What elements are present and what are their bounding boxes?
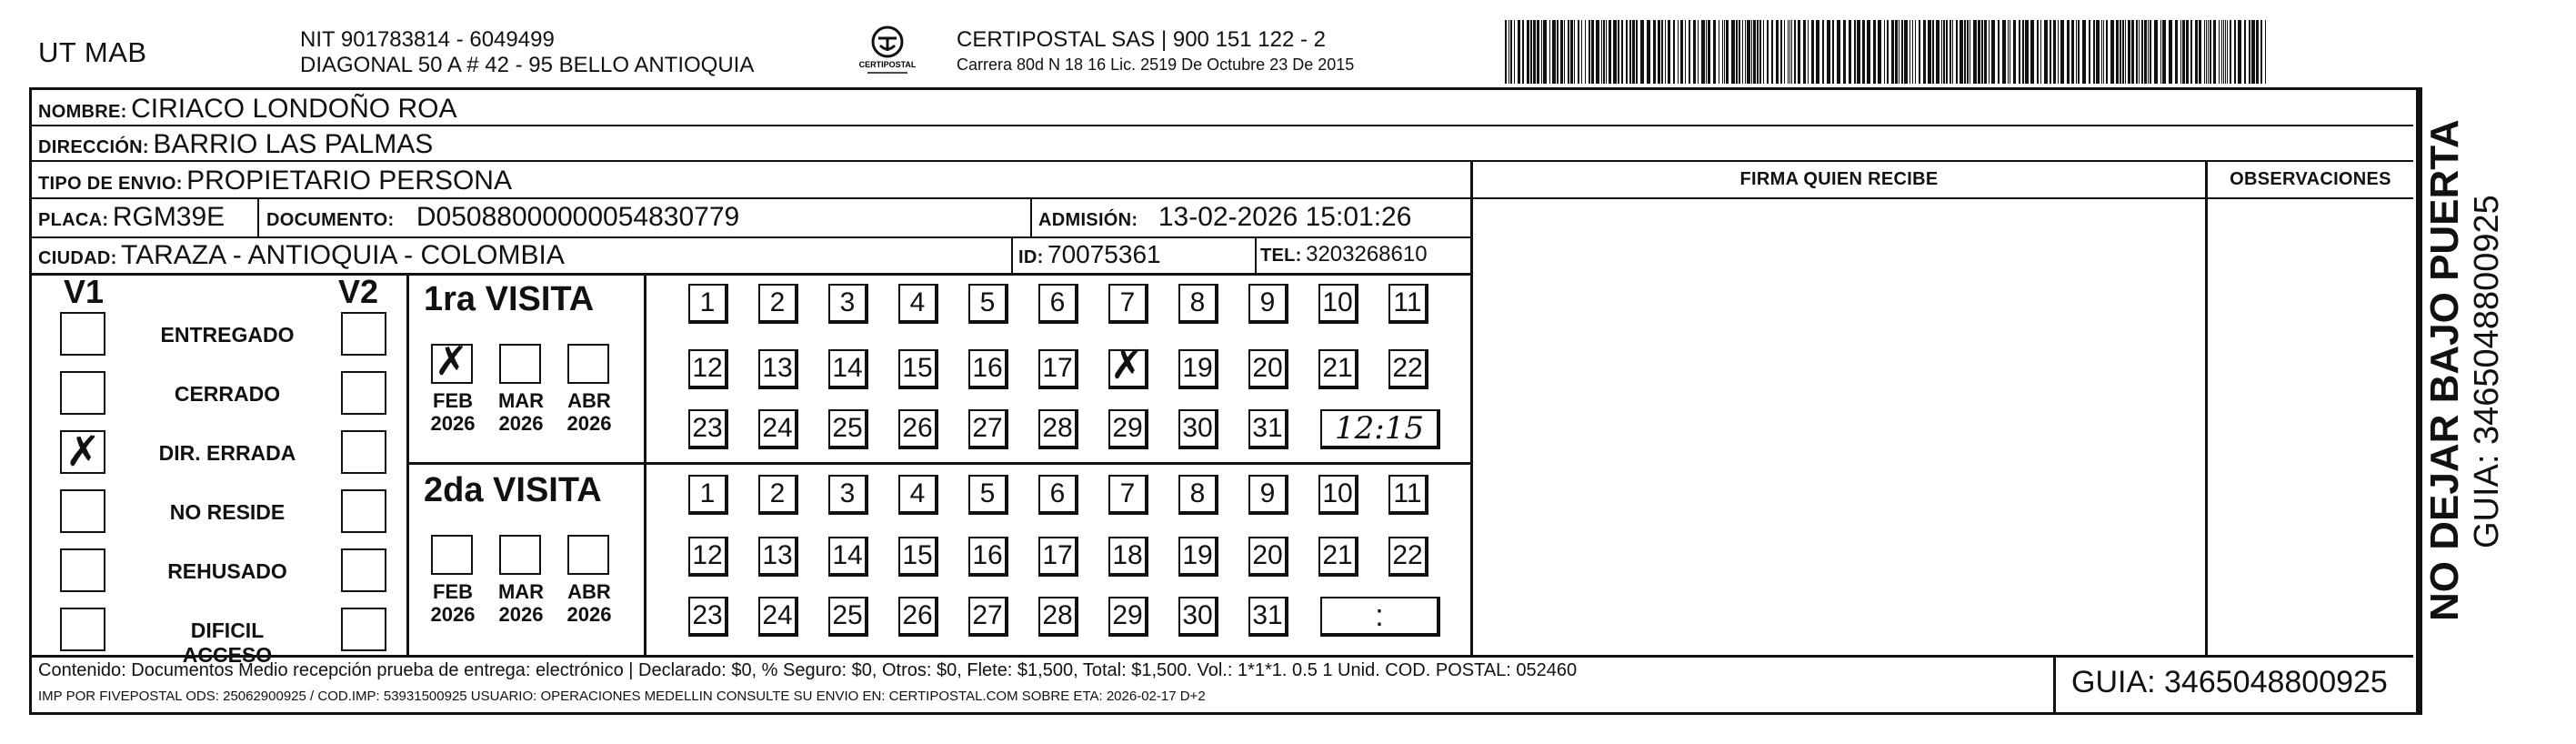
day-box[interactable]: 30 xyxy=(1178,409,1218,449)
admission-label: ADMISIÓN: xyxy=(1038,210,1138,230)
day-box[interactable]: 3 xyxy=(828,475,868,515)
year-label: 2026 xyxy=(430,412,476,435)
day-box[interactable]: 21 xyxy=(1318,537,1358,577)
v2-checkbox[interactable] xyxy=(341,608,386,651)
day-box[interactable]: 10 xyxy=(1318,475,1358,515)
day-box[interactable]: 5 xyxy=(968,284,1008,324)
status-option-label: REHUSADO xyxy=(167,559,287,583)
document-label: DOCUMENTO: xyxy=(266,210,395,230)
day-box[interactable]: 26 xyxy=(898,597,938,637)
day-box[interactable]: 23 xyxy=(688,409,728,449)
day-box[interactable]: 24 xyxy=(758,409,798,449)
status-option-label: ENTREGADO xyxy=(160,323,295,347)
day-box[interactable]: 27 xyxy=(968,409,1008,449)
recipient-name: CIRIACO LONDOÑO ROA xyxy=(131,94,457,124)
v2-header: V2 xyxy=(338,273,379,310)
admission-value: 13-02-2026 15:01:26 xyxy=(1158,202,1412,232)
status-option-label: NO RESIDE xyxy=(169,500,286,524)
month-checkbox[interactable] xyxy=(567,344,609,384)
year-label: 2026 xyxy=(498,412,544,435)
address-label: DIRECCIÓN: xyxy=(38,137,149,157)
name-label: NOMBRE: xyxy=(38,102,127,122)
status-option-label: CERRADO xyxy=(174,382,281,406)
signature-header: FIRMA QUIEN RECIBE xyxy=(1739,169,1939,189)
day-box[interactable]: 10 xyxy=(1318,284,1358,324)
plate-label: PLACA: xyxy=(38,210,109,230)
certipostal-logo xyxy=(855,24,920,76)
day-box[interactable]: 29 xyxy=(1108,597,1148,637)
v2-checkbox[interactable] xyxy=(341,489,386,533)
first-visit-title: 1ra VISITA xyxy=(424,280,595,318)
time-box-second[interactable]: : xyxy=(1320,597,1440,637)
day-box[interactable]: 11 xyxy=(1388,475,1428,515)
observations-header: OBSERVACIONES xyxy=(2230,169,2391,189)
day-box[interactable]: 2 xyxy=(758,284,798,324)
day-box[interactable]: 3 xyxy=(828,284,868,324)
v1-header: V1 xyxy=(64,273,105,310)
day-box[interactable]: 26 xyxy=(898,409,938,449)
v1-checkbox[interactable] xyxy=(60,608,105,651)
day-box[interactable]: 24 xyxy=(758,597,798,637)
v2-checkbox[interactable] xyxy=(341,371,386,415)
v2-checkbox[interactable] xyxy=(341,548,386,592)
city-label: CIUDAD: xyxy=(38,248,117,268)
shipment-type: PROPIETARIO PERSONA xyxy=(186,166,512,196)
v1-checkbox[interactable] xyxy=(60,371,105,415)
second-visit-title: 2da VISITA xyxy=(424,471,602,509)
day-box[interactable]: 27 xyxy=(968,597,1008,637)
day-box[interactable]: 14 xyxy=(828,537,868,577)
id-label: ID: xyxy=(1018,247,1044,267)
month-label: ABR xyxy=(567,580,611,603)
day-box[interactable]: 7 xyxy=(1108,475,1148,515)
year-label: 2026 xyxy=(566,603,612,626)
month-label: MAR xyxy=(497,389,545,412)
day-box[interactable]: 17 xyxy=(1038,537,1078,577)
day-box[interactable]: 28 xyxy=(1038,597,1078,637)
day-box[interactable]: 21 xyxy=(1318,349,1358,389)
svg-text:CERTIPOSTAL: CERTIPOSTAL xyxy=(858,60,917,69)
day-box[interactable]: 31 xyxy=(1248,597,1288,637)
day-mark: ✗ xyxy=(1110,342,1144,388)
v2-checkbox[interactable] xyxy=(341,312,386,356)
v1-checkbox[interactable] xyxy=(60,312,105,356)
time-box-first[interactable]: 12:15 xyxy=(1320,409,1440,449)
day-box[interactable]: 7 xyxy=(1108,284,1148,324)
day-box[interactable]: 5 xyxy=(968,475,1008,515)
day-box[interactable]: 22 xyxy=(1388,349,1428,389)
status-option-label: DIFICIL ACCESO xyxy=(182,618,273,667)
footer-guia: GUIA: 3465048800925 xyxy=(2071,665,2388,699)
no-dejar-bajo-puerta: NO DEJAR BAJO PUERTA xyxy=(2422,119,2467,621)
day-box[interactable]: 9 xyxy=(1248,475,1288,515)
month-label: FEB xyxy=(433,389,473,412)
day-box[interactable]: 28 xyxy=(1038,409,1078,449)
day-box[interactable]: 15 xyxy=(898,349,938,389)
day-box[interactable]: 20 xyxy=(1248,349,1288,389)
document-value: D05088000000054830779 xyxy=(416,202,740,232)
day-box[interactable]: 4 xyxy=(898,284,938,324)
day-box[interactable]: 8 xyxy=(1178,284,1218,324)
footer-print-info: IMP POR FIVEPOSTAL ODS: 25062900925 / COD.IMP: 53931500925 USUARIO: OPERACIONES MEDELLIN CONSULTE SU ENVIO EN: CERTIPOSTAL.COM SOBRE ETA: 2026-02-17 D+2 xyxy=(38,689,1206,704)
month-label: ABR xyxy=(567,389,611,412)
month-label: FEB xyxy=(433,580,473,603)
day-box[interactable]: 6 xyxy=(1038,475,1078,515)
day-box[interactable]: 15 xyxy=(898,537,938,577)
side-guia: GUIA: 3465048800925 xyxy=(2468,195,2506,548)
company-address: DIAGONAL 50 A # 42 - 95 BELLO ANTIOQUIA xyxy=(300,53,755,77)
day-box[interactable]: 2 xyxy=(758,475,798,515)
day-box[interactable]: 23 xyxy=(688,597,728,637)
city-value: TARAZA - ANTIOQUIA - COLOMBIA xyxy=(121,240,565,270)
year-label: 2026 xyxy=(498,603,544,626)
day-box[interactable]: 6 xyxy=(1038,284,1078,324)
day-box[interactable]: 18 xyxy=(1108,537,1148,577)
day-box[interactable]: 20 xyxy=(1248,537,1288,577)
company-nit: NIT 901783814 - 6049499 xyxy=(300,27,555,52)
type-label: TIPO DE ENVIO: xyxy=(38,174,183,194)
v2-checkbox[interactable] xyxy=(341,430,386,474)
day-box[interactable]: 31 xyxy=(1248,409,1288,449)
plate-value: RGM39E xyxy=(112,202,226,232)
day-box[interactable]: 13 xyxy=(758,537,798,577)
v1-checkbox[interactable] xyxy=(60,489,105,533)
day-box[interactable]: 8 xyxy=(1178,475,1218,515)
month-checkbox[interactable] xyxy=(499,535,541,575)
day-box[interactable]: 19 xyxy=(1178,537,1218,577)
day-box[interactable]: 25 xyxy=(828,597,868,637)
day-box[interactable]: 17 xyxy=(1038,349,1078,389)
day-box[interactable]: 19 xyxy=(1178,349,1218,389)
day-box[interactable]: 22 xyxy=(1388,537,1428,577)
month-checkbox[interactable] xyxy=(499,344,541,384)
footer-contents: Contenido: Documentos Medio recepción prueba de entrega: electrónico | Declarado: $0, % Seguro: $0, Otros: $0, Flete: $1,500, Total: $1,500. Vol.: 1*1*1. 0.5 1 Unid. COD. POSTAL: 052460 xyxy=(38,660,1578,680)
month-checkbox[interactable] xyxy=(567,535,609,575)
day-box[interactable]: 16 xyxy=(968,349,1008,389)
day-box[interactable]: 1 xyxy=(688,475,728,515)
month-check-mark: ✗ xyxy=(435,338,468,385)
month-checkbox[interactable] xyxy=(431,535,473,575)
recipient-address: BARRIO LAS PALMAS xyxy=(153,129,434,159)
carrier-name: CERTIPOSTAL SAS | 900 151 122 - 2 xyxy=(957,27,1326,52)
day-box[interactable]: 12 xyxy=(688,349,728,389)
day-box[interactable]: 25 xyxy=(828,409,868,449)
company-name: UT MAB xyxy=(38,36,147,68)
day-box[interactable]: 16 xyxy=(968,537,1008,577)
month-label: MAR xyxy=(497,580,545,603)
year-label: 2026 xyxy=(566,412,612,435)
day-box[interactable]: 30 xyxy=(1178,597,1218,637)
v1-check-mark: ✗ xyxy=(65,427,101,476)
tel-value: 3203268610 xyxy=(1306,242,1428,266)
barcode xyxy=(1505,20,2269,84)
v1-checkbox[interactable] xyxy=(60,548,105,592)
day-box[interactable]: 11 xyxy=(1388,284,1428,324)
carrier-license: Carrera 80d N 18 16 Lic. 2519 De Octubre 23 De 2015 xyxy=(957,55,1355,74)
status-option-label: DIR. ERRADA xyxy=(158,441,296,465)
tel-label: TEL: xyxy=(1260,246,1302,266)
day-box[interactable]: 1 xyxy=(688,284,728,324)
day-box[interactable]: 13 xyxy=(758,349,798,389)
id-value: 70075361 xyxy=(1047,240,1161,268)
day-box[interactable]: 14 xyxy=(828,349,868,389)
day-box[interactable]: 29 xyxy=(1108,409,1148,449)
year-label: 2026 xyxy=(430,603,476,626)
day-box[interactable]: 12 xyxy=(688,537,728,577)
day-box[interactable]: 4 xyxy=(898,475,938,515)
day-box[interactable]: 9 xyxy=(1248,284,1288,324)
